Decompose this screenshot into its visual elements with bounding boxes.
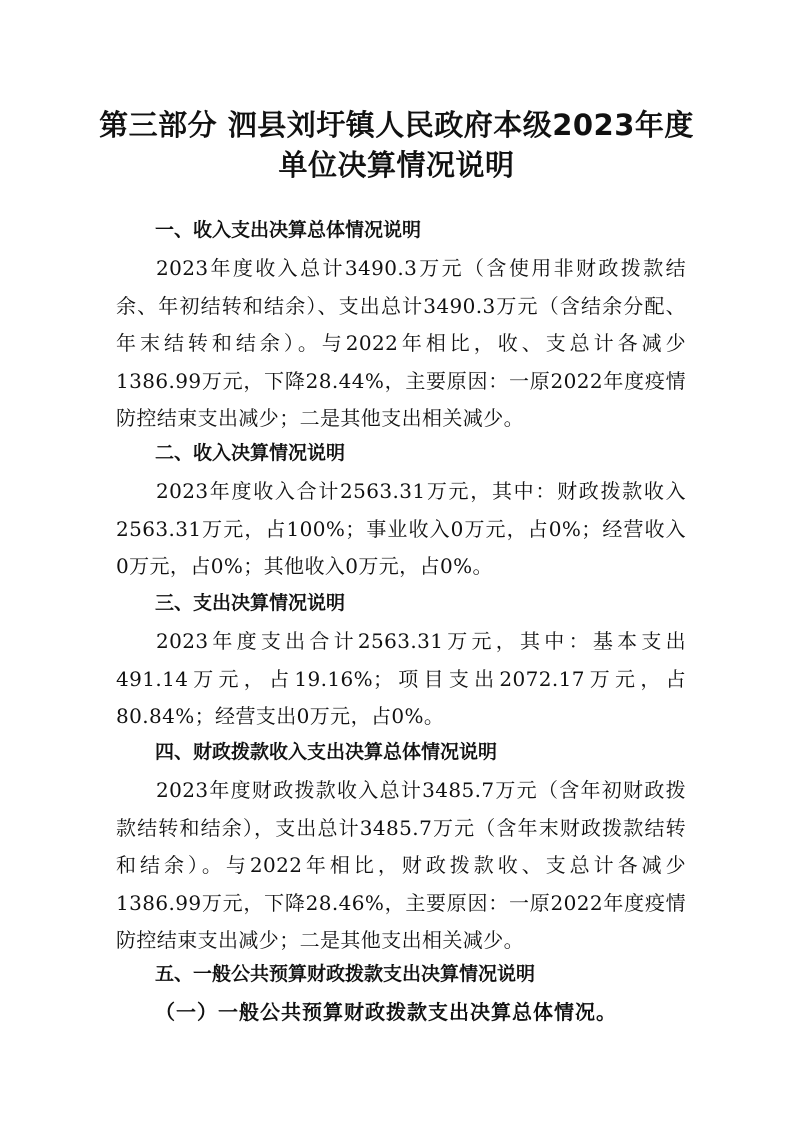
section-heading-5: 五、一般公共预算财政拨款支出决算情况说明 (155, 963, 536, 985)
section-body-1: 2023年度收入总计3490.3万元（含使用非财政拨款结余、年初结转和结余）、支出总计3490.3万元（含结余分配、年末结转和结余）。与2022年相比，收、支总计各减少1386.99万元，下降28.44%，主要原因：一原2022年度疫情防控结束支出减少；二是其他支出相关减少。 (116, 256, 686, 431)
page-title-line-2: 单位决算情况说明 (278, 148, 515, 182)
page-title-line-1: 第三部分 泗县刘圩镇人民政府本级2023年度 (99, 108, 694, 142)
section-heading-4: 四、财政拨款收入支出决算总体情况说明 (155, 741, 498, 763)
section-body-2: 2023年度收入合计2563.31万元，其中：财政拨款收入2563.31万元，占100%；事业收入0万元，占0%；经营收入0万元，占0%；其他收入0万元，占0%。 (116, 479, 686, 579)
section-body-4: 2023年度财政拨款收入总计3485.7万元（含年初财政拨款结转和结余），支出总计3485.7万元（含年末财政拨款结转和结余）。与2022年相比，财政拨款收、支总计各减少1386.99万元，下降28.46%，主要原因：一原2022年度疫情防控结束支出减少；二是其他支出相关减少。 (116, 778, 686, 953)
section-heading-2: 二、收入决算情况说明 (155, 442, 346, 464)
section-heading-1: 一、收入支出决算总体情况说明 (155, 219, 422, 241)
section-subheading-5-1: （一）一般公共预算财政拨款支出决算总体情况。 (155, 1000, 617, 1024)
section-body-3: 2023年度支出合计2563.31万元，其中：基本支出491.14万元，占19.16%；项目支出2072.17万元，占80.84%；经营支出0万元，占0%。 (116, 629, 686, 729)
section-heading-3: 三、支出决算情况说明 (155, 592, 346, 614)
